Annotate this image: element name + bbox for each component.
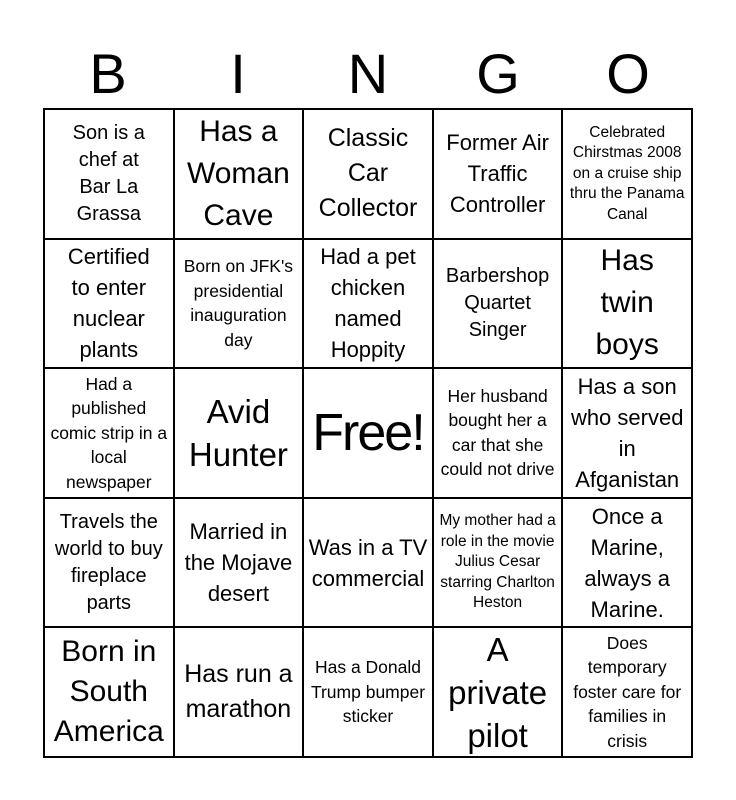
bingo-cell-r3-c1[interactable]: [44, 368, 174, 498]
bingo-cell-r2-c1[interactable]: [44, 239, 174, 369]
cell-text: Certified to enter nuclear plants: [67, 244, 150, 363]
cell-text: Had a published comic strip in a local newspaper: [50, 373, 168, 492]
bingo-cell-r4-c2[interactable]: [174, 498, 304, 628]
cell-text: Has a Woman Cave: [186, 114, 290, 232]
cell-text: Born in South America: [53, 635, 164, 749]
cell-text: Has twin boys: [595, 244, 659, 362]
bingo-cell-r5-c3[interactable]: [303, 627, 433, 757]
cell-text: Once a Marine, always a Marine.: [584, 503, 670, 622]
bingo-cell-r5-c2[interactable]: [174, 627, 304, 757]
header-letter-n: N: [347, 42, 389, 105]
cell-text: Has run a marathon: [184, 660, 293, 724]
cell-text: Celebrated Chirstmas 2008 on a cruise ship thru the Panama Canal: [569, 123, 685, 223]
cell-text: Had a pet chicken named Hoppity: [320, 244, 416, 363]
cell-text: Barbershop Quartet Singer: [445, 264, 550, 341]
bingo-grid: [43, 108, 693, 758]
bingo-cell-r4-c4[interactable]: [433, 498, 563, 628]
header-letter-o: O: [606, 42, 650, 105]
cell-text: Avid Hunter: [188, 392, 288, 473]
cell-text: A private pilot: [448, 630, 548, 754]
bingo-cell-r4-c1[interactable]: [44, 498, 174, 628]
bingo-cell-r1-c4[interactable]: [433, 109, 563, 239]
cell-text: Son is a chef at Bar La Grassa: [72, 121, 145, 225]
cell-text: My mother had a role in the movie Julius Cesar starring Charlton Heston: [439, 512, 556, 612]
cell-text: Has a Donald Trump bumper sticker: [310, 657, 426, 727]
bingo-cell-r1-c5[interactable]: [562, 109, 692, 239]
bingo-cell-r1-c2[interactable]: [174, 109, 304, 239]
bingo-cell-r3-c2[interactable]: [174, 368, 304, 498]
bingo-cell-r5-c4[interactable]: [433, 627, 563, 757]
bingo-cell-r3-c4[interactable]: [433, 368, 563, 498]
cell-text: Former Air Traffic Controller: [446, 130, 549, 218]
bingo-cell-r3-c5[interactable]: [562, 368, 692, 498]
header-letter-b: B: [89, 42, 127, 105]
bingo-header: [43, 40, 693, 108]
bingo-cell-r2-c5[interactable]: [562, 239, 692, 369]
bingo-cell-r4-c3[interactable]: [303, 498, 433, 628]
bingo-cell-r2-c2[interactable]: [174, 239, 304, 369]
bingo-cell-r1-c3[interactable]: [303, 109, 433, 239]
bingo-cell-r2-c4[interactable]: [433, 239, 563, 369]
cell-text: Does temporary foster care for families in crisis: [573, 632, 682, 751]
free-space: Free!: [312, 403, 424, 462]
header-letter-i: I: [230, 42, 246, 105]
bingo-cell-r3-c3[interactable]: [303, 368, 433, 498]
bingo-cell-r5-c1[interactable]: [44, 627, 174, 757]
bingo-cell-r4-c5[interactable]: [562, 498, 692, 628]
header-letter-g: G: [476, 42, 520, 105]
cell-text: Was in a TV commercial: [308, 534, 428, 591]
cell-text: Has a son who served in Afganistan: [570, 374, 684, 492]
cell-text: Her husband bought her a car that she could not drive: [440, 385, 555, 480]
cell-text: Travels the world to buy fireplace parts: [54, 510, 163, 614]
bingo-cell-r1-c1[interactable]: [44, 109, 174, 239]
bingo-cell-r5-c5[interactable]: [562, 627, 692, 757]
bingo-cell-r2-c3[interactable]: [303, 239, 433, 369]
cell-text: Classic Car Collector: [318, 124, 418, 223]
cell-text: Married in the Mojave desert: [184, 519, 293, 607]
cell-text: Born on JFK's presidential inauguration day: [183, 256, 294, 350]
